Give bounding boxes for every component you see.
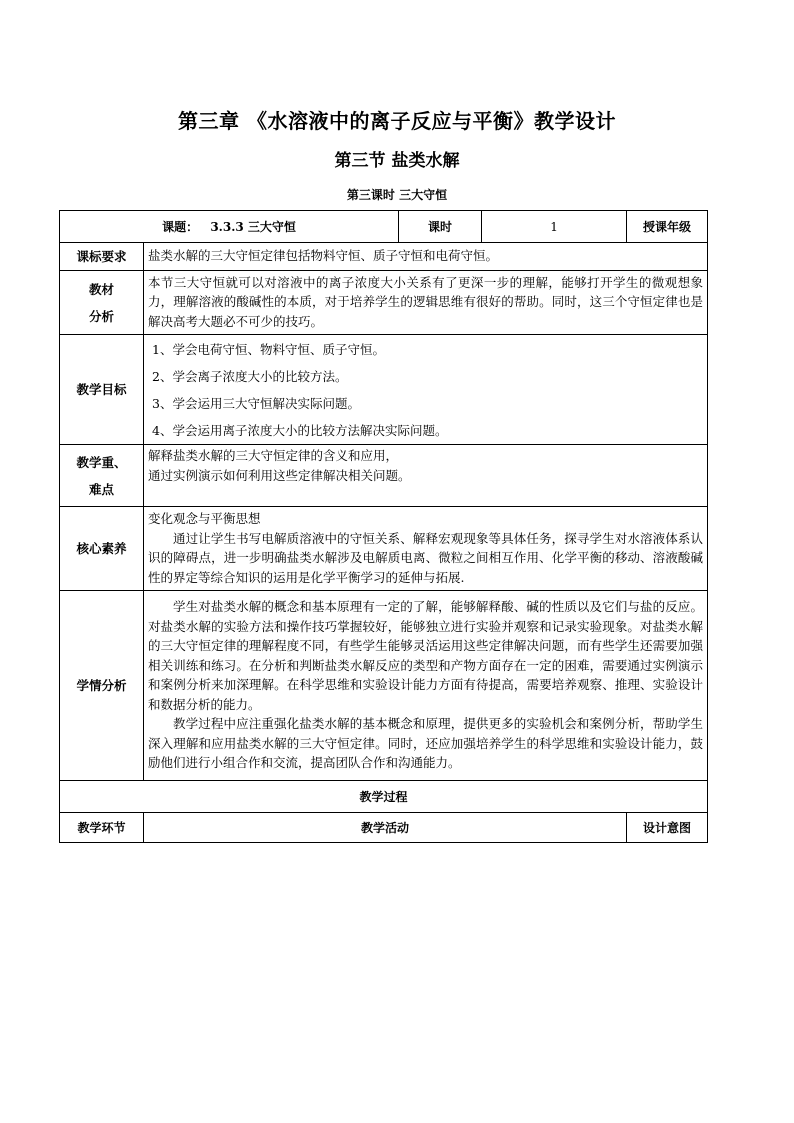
goal-item: 3、学会运用三大守恒解决实际问题。 xyxy=(152,395,360,411)
literacy-heading: 变化观念与平衡思想 xyxy=(148,511,261,526)
topic-value: 3.3.3 三大守恒 xyxy=(210,220,296,234)
key-points-line1: 解释盐类水解的三大守恒定律的含义和应用， xyxy=(148,448,399,463)
students-paragraph-1: 学生对盐类水解的概念和基本原理有一定的了解，能够解释酸、碱的性质以及它们与盐的反应。对盐类水解的实验方法和操作技巧掌握较好，能够独立进行实验并观察和记录实验现象。对盐类水解的三大守恒定律的理解程度不同，有些学生能够灵活运用这些定律解决问题，而有些学生还需要加强相关训练和练习。在分析和判断盐类水解反应的类型和产物方面存在一定的困难，需要通过实例演示和案例分析来加深理解。在科学思维和实验设计能力方面有待提高，需要培养观察、推理、实验设计和数据分析的能力。 xyxy=(148,599,704,712)
literacy-paragraph: 通过让学生书写电解质溶液中的守恒关系、解释宏观现象等具体任务，探寻学生对水溶液体系认识的障碍点，进一步明确盐类水解涉及电解质电离、微粒之间相互作用、化学平衡的移动、溶液酸碱性的界定等综合知识的运用是化学平衡学习的延伸与拓展. xyxy=(148,530,704,585)
material-label-line1: 教材 xyxy=(88,281,114,297)
material-text: 本节三大守恒就可以对溶液中的离子浓度大小关系有了更深一步的理解，能够打开学生的微观想象力，理解溶液的酸碱性的本质，对于培养学生的逻辑思维有很好的帮助。同时，这三个守恒定律也是解决高考大题必不可少的技巧。 xyxy=(144,271,708,335)
process-col-activity: 教学活动 xyxy=(144,813,627,843)
lesson-plan-table xyxy=(59,210,708,843)
info-row xyxy=(60,211,708,243)
material-row xyxy=(60,271,708,335)
students-row xyxy=(60,591,708,781)
standard-row xyxy=(60,243,708,271)
goals-list xyxy=(144,335,708,445)
process-title: 教学过程 xyxy=(60,781,708,813)
hours-value: 1 xyxy=(482,211,627,243)
students-label: 学情分析 xyxy=(60,591,144,781)
students-text xyxy=(144,591,708,781)
goals-label: 教学目标 xyxy=(60,335,144,445)
grade-label: 授课年级 xyxy=(627,211,708,243)
document-title: 第三章 《水溶液中的离子反应与平衡》教学设计 xyxy=(178,109,616,133)
key-points-line2: 通过实例演示如何利用这些定律解决相关问题。 xyxy=(148,467,411,483)
process-title-row xyxy=(60,781,708,813)
standard-label: 课标要求 xyxy=(60,243,144,271)
standard-text: 盐类水解的三大守恒定律包括物料守恒、质子守恒和电荷守恒。 xyxy=(144,243,708,271)
goal-item: 2、学会离子浓度大小的比较方法。 xyxy=(152,368,348,384)
key-points-label-line1: 教学重、 xyxy=(76,454,127,470)
literacy-label: 核心素养 xyxy=(60,507,144,591)
goal-item: 1、学会电荷守恒、物料守恒、质子守恒。 xyxy=(152,341,385,357)
key-points-label xyxy=(60,445,144,507)
material-label-line2: 分析 xyxy=(88,308,114,324)
students-paragraph-2: 教学过程中应注重强化盐类水解的基本概念和原理，提供更多的实验机会和案例分析，帮助学生深入理解和应用盐类水解的三大守恒定律。同时，还应加强培养学生的科学思维和实验设计能力，鼓励他们进行小组合作和交流，提高团队合作和沟通能力。 xyxy=(148,716,704,771)
topic-label: 课题： xyxy=(162,220,199,234)
process-col-stage: 教学环节 xyxy=(60,813,144,843)
material-label xyxy=(60,271,144,335)
goals-row xyxy=(60,335,708,445)
key-points-label-line2: 难点 xyxy=(88,481,114,497)
key-points-row xyxy=(60,445,708,507)
key-points-text xyxy=(144,445,708,507)
process-header-row xyxy=(60,813,708,843)
goal-item: 4、学会运用离子浓度大小的比较方法解决实际问题。 xyxy=(152,422,448,438)
hours-label: 课时 xyxy=(399,211,482,243)
lesson-title: 第三课时 三大守恒 xyxy=(346,188,448,202)
literacy-row xyxy=(60,507,708,591)
section-title: 第三节 盐类水解 xyxy=(334,151,460,171)
topic-cell xyxy=(60,211,399,243)
literacy-text xyxy=(144,507,708,591)
process-col-intent: 设计意图 xyxy=(627,813,708,843)
